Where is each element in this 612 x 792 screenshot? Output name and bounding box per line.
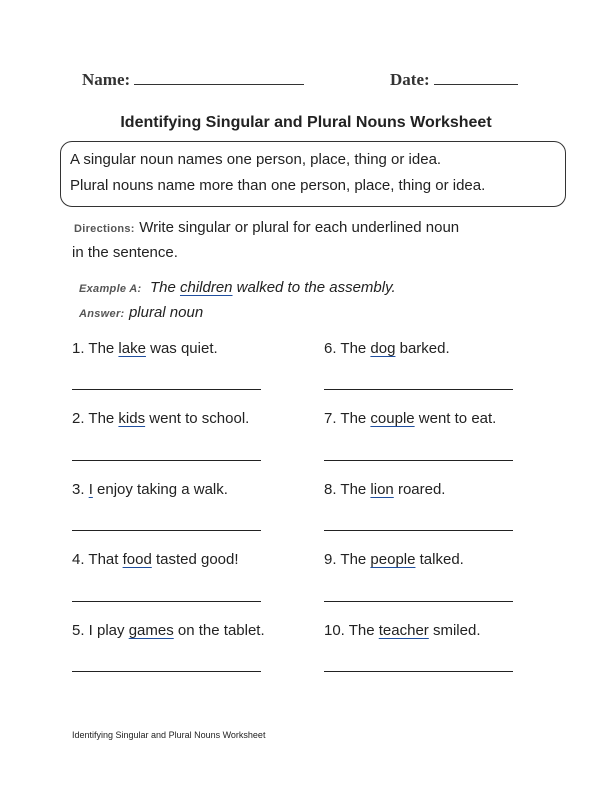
question-9-noun: people <box>370 551 416 568</box>
example-noun: children <box>179 279 233 296</box>
answer-line-6[interactable] <box>324 389 513 390</box>
question-7: 7. The couple went to eat. <box>324 410 497 427</box>
directions-text-1: Write singular or plural for each underlined noun <box>139 219 460 236</box>
answer-label: Answer: <box>79 308 125 320</box>
question-3-noun: I <box>88 481 93 498</box>
date-write-line[interactable] <box>434 70 518 85</box>
answer-line-1[interactable] <box>72 389 261 390</box>
answer-line-9[interactable] <box>324 601 513 602</box>
footer-text: Identifying Singular and Plural Nouns Worksheet <box>72 730 266 740</box>
date-label: Date: <box>390 70 430 89</box>
name-field <box>82 70 304 90</box>
question-9: 9. The people talked. <box>324 551 464 568</box>
answer-line-4[interactable] <box>72 601 261 602</box>
definition-singular: A singular noun names one person, place, thing or idea. <box>70 151 442 168</box>
question-5-noun: games <box>128 622 174 639</box>
question-1: 1. The lake was quiet. <box>72 340 218 357</box>
name-write-line[interactable] <box>134 70 304 85</box>
worksheet-title: Identifying Singular and Plural Nouns Worksheet <box>120 114 492 131</box>
question-1-noun: lake <box>118 340 146 357</box>
question-10: 10. The teacher smiled. <box>324 622 481 639</box>
directions-text-2: in the sentence. <box>72 244 178 261</box>
question-6: 6. The dog barked. <box>324 340 450 357</box>
directions-label: Directions: <box>74 223 135 235</box>
question-8: 8. The lion roared. <box>324 481 446 498</box>
example-label: Example A: <box>79 283 142 295</box>
definition-plural: Plural nouns name more than one person, place, thing or idea. <box>70 177 486 194</box>
answer-line-10[interactable] <box>324 671 513 672</box>
example-sentence: The children walked to the assembly. <box>149 279 396 296</box>
answer-value: plural noun <box>128 304 204 321</box>
answer-row <box>79 304 203 322</box>
question-2: 2. The kids went to school. <box>72 410 250 427</box>
example-row <box>79 279 396 297</box>
name-label: Name: <box>82 70 131 89</box>
question-10-noun: teacher <box>378 622 429 639</box>
answer-line-7[interactable] <box>324 460 513 461</box>
directions-line-1 <box>74 219 459 237</box>
answer-line-3[interactable] <box>72 530 261 531</box>
question-7-noun: couple <box>370 410 415 427</box>
question-6-noun: dog <box>370 340 396 357</box>
question-2-noun: kids <box>118 410 146 427</box>
answer-line-5[interactable] <box>72 671 261 672</box>
question-4-noun: food <box>122 551 152 568</box>
date-field <box>390 70 518 90</box>
answer-line-8[interactable] <box>324 530 513 531</box>
answer-line-2[interactable] <box>72 460 261 461</box>
question-8-noun: lion <box>370 481 394 498</box>
question-5: 5. I play games on the tablet. <box>72 622 265 639</box>
question-3: 3. I enjoy taking a walk. <box>72 481 228 498</box>
question-4: 4. That food tasted good! <box>72 551 239 568</box>
